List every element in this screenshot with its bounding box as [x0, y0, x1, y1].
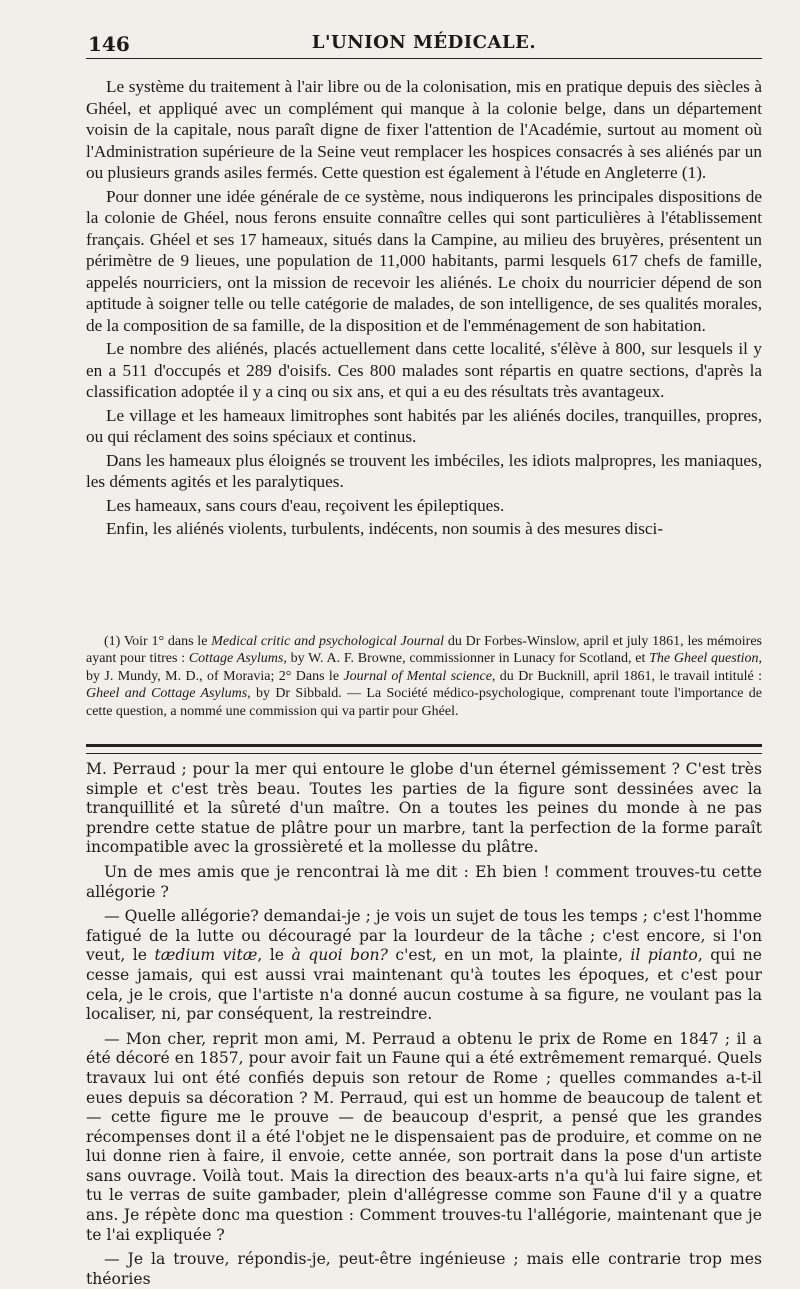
footnote-run: , by Dr Sibbald. — La Société médico-psychologique, comprenant toute l'importance de cette question, a nommé une commission qui va partir pour Ghéel. — [86, 686, 762, 719]
feuilleton-paragraph: Un de mes amis que je rencontrai là me dit : Eh bien ! comment trouves-tu cette allégorie ? — [86, 862, 762, 901]
page-header — [86, 28, 762, 59]
feuilleton-paragraph — [86, 907, 762, 1025]
footnote-citation: Cottage Asylums — [188, 651, 284, 667]
footnote-citation: Gheel and Cottage Asylums — [86, 686, 248, 702]
text-run: , qui ne cesse jamais, qui est aussi vrai maintenant qu'à toutes les époques, et c'est pour cela, je le crois, que l'artiste n'a donné aucun costume à sa figure, ne voulant pas la localiser, ni, par conséquent, la restreindre. — [86, 946, 762, 1024]
italic-phrase: il pianto — [630, 946, 698, 965]
footnote-citation: Medical critic and psychological Journal — [211, 634, 445, 649]
footnote-run: du Dr Forbes-Winslow, april et july 1861, les mémoires ayant pour titres : — [86, 634, 762, 667]
paragraph: Les hameaux, sans cours d'eau, reçoivent les épileptiques. — [106, 495, 505, 515]
footnote-citation: Journal of Mental science — [343, 668, 492, 684]
feuilleton-divider — [86, 744, 762, 754]
text-run: c'est, en un mot, la plainte, — [387, 946, 631, 965]
footnote-citation: The Gheel question — [649, 651, 759, 667]
journal-title: L'UNION MÉDICALE. — [311, 32, 537, 53]
feuilleton-paragraph: — Mon cher, reprit mon ami, M. Perraud a obtenu le prix de Rome en 1847 ; il a été décoré en 1857, pour avoir fait un Faune qui a été extrêmement remarqué. Quels travaux lui ont été confiés depuis son retour de Rome ; quelles commandes a-t-il eues depuis sa décoration ? M. Perraud, qui est un homme de beaucoup de talent et — cette figure me le prouve — de beaucoup d'esprit, a pensé que les grandes récompenses dont il a été l'objet ne le dispensaient pas de produire, et comme on ne lui donne rien à faire, il envoie, cette année, son portrait dans la pose d'un artiste sans ouvrage. Voilà tout. Mais la direction des beaux-arts n'a qu'à lui faire signe, et tu le verras de suite gambader, plein d'allégresse comme son Faune d'il y a quatre ans. Je répète donc ma question : Comment trouves-tu l'allégorie, maintenant que je te l'ai expliquée ? — [86, 1029, 762, 1244]
footnote-run: , du Dr Bucknill, april 1861, le travail intitulé : — [491, 668, 763, 684]
feuilleton-section — [86, 760, 762, 1289]
italic-phrase: à quoi bon? — [291, 946, 388, 965]
footnote-run: , by W. A. F. Browne, commissionner in Lunacy for Scotland, et — [283, 651, 650, 667]
paragraph: Le village et les hameaux limitrophes sont habités par les aliénés dociles, tranquilles, propres, ou qui réclament des soins spéciaux et continus. — [86, 405, 762, 446]
footnote — [86, 633, 762, 720]
feuilleton-paragraph: M. Perraud ; pour la mer qui entoure le globe d'un éternel gémissement ? C'est très simple et c'est très beau. Toutes les parties de la figure sont dessinées avec la tranquillité et la sûreté d'un maître. On a toutes les peines du monde à ne pas prendre cette statue de plâtre pour un marbre, tant la perfection de la forme paraît incompatible avec la grossièreté et la mollesse du plâtre. — [86, 760, 762, 857]
footnote-run: (1) Voir 1° dans le — [104, 634, 212, 649]
text-run: — Quelle allégorie? demandai-je ; je vois un sujet de tous les temps ; c'est l'homme fatigué de la lutte ou découragé par la lourdeur de la tâche ; c'est encore, si l'on veut, le — [86, 907, 762, 965]
footnote-run: , by J. Mundy, M. D., of Moravia; 2° Dans le — [86, 651, 762, 684]
paragraph: Le système du traitement à l'air libre ou de la colonisation, mis en pratique depuis des siècles à Ghéel, et appliqué avec un complément qui manque à la colonie belge, dans un département voisin de la capitale, nous paraît digne de fixer l'attention de l'Académie, surtout au moment où l'Administration supérieure de la Seine veut remplacer les hospices consacrés à ses aliénés par un ou plusieurs grands asiles fermés. Cette question est également à l'étude en Angleterre (1). — [86, 77, 762, 182]
text-run: , le — [257, 946, 292, 965]
paragraph: Pour donner une idée générale de ce système, nous indiquerons les principales dispositions de la colonie de Ghéel, nous ferons ensuite connaître celles qui sont particulières à l'établissement français. Ghéel et ses 17 hameaux, situés dans la Campine, au milieu des bruyères, présentent un périmètre de 9 lieues, une population de 11,000 habitants, parmi lesquels 617 chefs de famille, appelés nourriciers, ont la mission de recevoir les aliénés. Le choix du nourricier dépend de son aptitude à soigner telle ou telle catégorie de malades, de son intelligence, de ses qualités morales, de la composition de sa famille, de la disposition et de l'emménagement de son habitation. — [86, 186, 762, 335]
page-number: 146 — [88, 32, 130, 56]
feuilleton-paragraph: — Je la trouve, répondis-je, peut-être ingénieuse ; mais elle contrarie trop mes théories — [86, 1250, 762, 1288]
italic-phrase: tædium vitæ — [154, 946, 258, 965]
footnote-text — [86, 633, 762, 720]
paragraph: Enfin, les aliénés violents, turbulents, indécents, non soumis à des mesures disci- — [106, 519, 664, 538]
paragraph: Le nombre des aliénés, placés actuellement dans cette localité, s'élève à 800, sur lesquels il y en a 511 d'occupés et 289 d'oisifs. Ces 800 malades sont répartis en quatre sections, d'après la classification adoptée il y a cinq ou six ans, et qui a eu des résultats très avantageux. — [86, 339, 762, 401]
paragraph: Dans les hameaux plus éloignés se trouvent les imbéciles, les idiots malpropres, les maniaques, les déments agités et les paralytiques. — [86, 450, 762, 491]
article-body — [86, 76, 762, 540]
